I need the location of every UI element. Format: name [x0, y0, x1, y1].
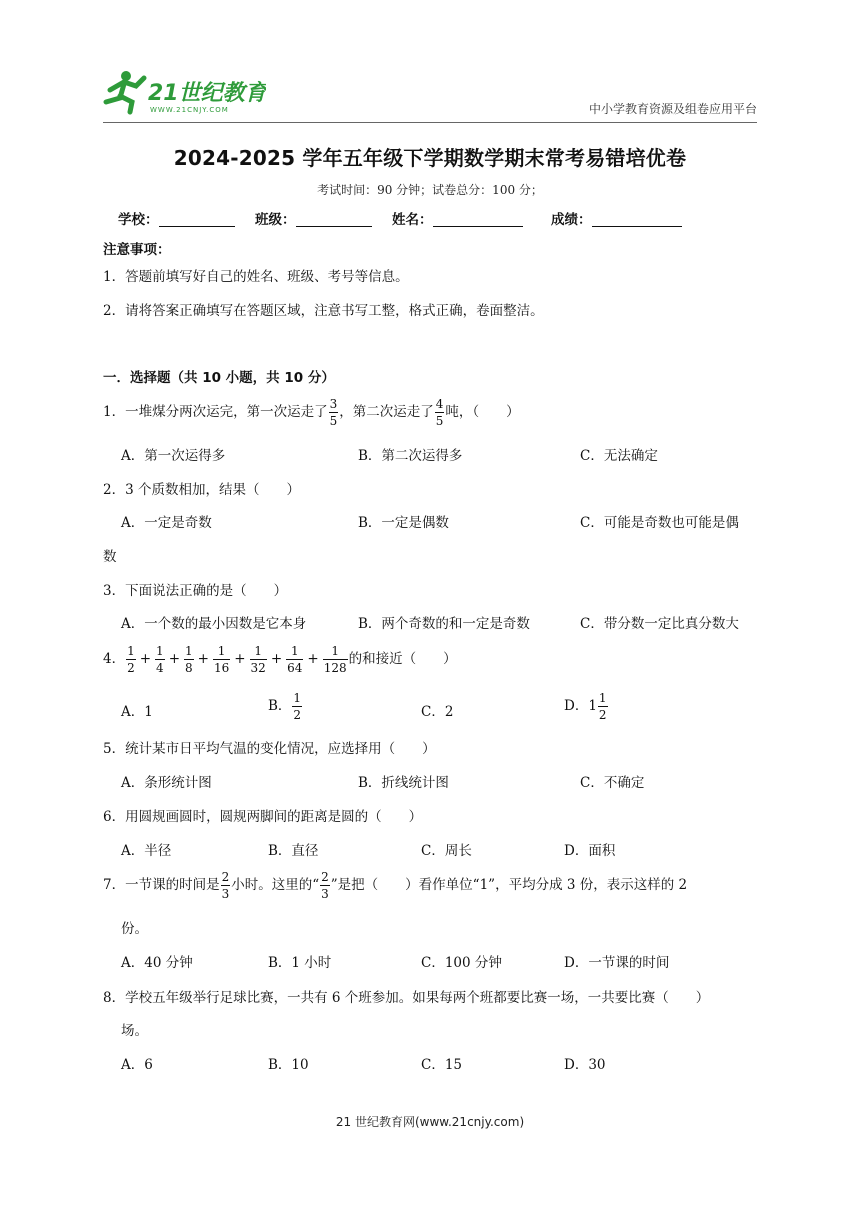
q8-option-d[interactable]: D．30: [564, 1057, 606, 1073]
question-4-text: 的和接近（ ）: [348, 651, 457, 667]
note-item-2: 2．请将答案正确填写在答题区域，注意书写工整，格式正确，卷面整洁。: [103, 303, 544, 319]
fraction-term: $\frac{1}{8}$: [185, 644, 193, 675]
fraction-sum: [125, 644, 349, 675]
option-label: D．1: [564, 698, 597, 714]
fraction: $\frac{4}{5}$: [435, 397, 444, 428]
plus-sign: +: [197, 651, 209, 667]
q6-option-d[interactable]: D．面积: [564, 843, 616, 859]
fraction: $\frac{1}{2}$: [293, 691, 302, 722]
page-footer: 21 世纪教育网(www.21cnjy.com): [335, 1115, 525, 1129]
svg-text:WWW.21CNJY.COM: WWW.21CNJY.COM: [150, 106, 229, 114]
plus-sign: +: [270, 651, 283, 667]
q8-option-a[interactable]: A．6: [121, 1057, 153, 1073]
q1-option-a[interactable]: A．第一次运得多: [121, 448, 226, 464]
note-item-1: 1．答题前填写好自己的姓名、班级、考号等信息。: [103, 269, 409, 285]
plus-sign: +: [168, 651, 180, 667]
plus-sign: +: [307, 651, 319, 667]
name-blank[interactable]: [433, 212, 523, 227]
q5-option-b[interactable]: B．折线统计图: [358, 775, 449, 791]
class-blank[interactable]: [296, 212, 372, 227]
q8-option-c[interactable]: C．15: [421, 1057, 463, 1073]
q5-option-c[interactable]: C．不确定: [580, 775, 645, 791]
platform-caption: 中小学教育资源及组卷应用平台: [588, 102, 757, 116]
q2-option-c[interactable]: C．可能是奇数也可能是偶: [580, 515, 739, 531]
score-field: [551, 208, 682, 228]
svg-text:21世纪教育: 21世纪教育: [148, 81, 266, 106]
question-4-number: 4．: [103, 651, 126, 667]
q3-option-a[interactable]: A．一个数的最小因数是它本身: [121, 616, 307, 632]
score-label: 成绩：: [551, 212, 592, 228]
q7-option-b[interactable]: B．1 小时: [268, 955, 332, 971]
question-7-text: 7．一节课的时间是: [103, 877, 220, 893]
q3-option-c[interactable]: C．带分数一定比真分数大: [580, 616, 739, 632]
question-7-text: ”是把（ ）看作单位“1”，平均分成 3 份，表示这样的 2: [330, 877, 688, 893]
q7-option-a[interactable]: A．40 分钟: [121, 955, 193, 971]
plus-sign: +: [234, 651, 246, 667]
q7-option-d[interactable]: D．一节课的时间: [564, 955, 670, 971]
section-heading: 一．选择题（共 10 小题，共 10 分）: [103, 370, 335, 386]
site-logo: [96, 68, 266, 116]
q6-option-c[interactable]: C．周长: [421, 843, 472, 859]
question-8: 8．学校五年级举行足球比赛，一共有 6 个班参加。如果每两个班都要比赛一场，一共要比赛（ ）: [103, 990, 710, 1006]
q7-option-c[interactable]: C．100 分钟: [421, 955, 502, 971]
question-8-wrap: 场。: [121, 1023, 148, 1039]
q2-option-c-wrap: 数: [103, 549, 117, 565]
school-blank[interactable]: [159, 212, 235, 227]
fraction-term: $\frac{1}{16}$: [213, 644, 230, 675]
name-label: 姓名：: [392, 212, 433, 228]
exam-title: 2024-2025 学年五年级下学期数学期末常考易错培优卷: [173, 146, 687, 170]
school-field: [118, 208, 235, 228]
fraction-term: $\frac{1}{64}$: [287, 644, 303, 675]
runner-logo-icon: [96, 68, 266, 116]
option-label: B．: [268, 698, 292, 714]
q8-option-b[interactable]: B．10: [268, 1057, 309, 1073]
q1-option-c[interactable]: C．无法确定: [580, 448, 658, 464]
question-7-text: 小时。这里的“: [231, 877, 320, 893]
q4-option-c[interactable]: C．2: [421, 704, 454, 720]
plus-sign: +: [139, 651, 152, 667]
q6-option-a[interactable]: A．半径: [121, 843, 172, 859]
question-5: 5．统计某市日平均气温的变化情况，应选择用（ ）: [103, 741, 436, 757]
question-1-text: 吨，（ ）: [445, 404, 520, 420]
fraction-term: $\frac{1}{4}$: [156, 644, 164, 675]
name-field: [392, 208, 523, 228]
q6-option-b[interactable]: B．直径: [268, 843, 319, 859]
score-blank[interactable]: [592, 212, 682, 227]
question-1: [103, 396, 520, 429]
notes-heading: 注意事项：: [103, 242, 171, 258]
q5-option-a[interactable]: A．条形统计图: [121, 775, 212, 791]
exam-subtitle: 考试时间：90 分钟；试卷总分：100 分；: [317, 183, 543, 197]
fraction: $\frac{2}{3}$: [221, 870, 230, 901]
question-1-text: 1．一堆煤分两次运完，第一次运走了: [103, 404, 328, 420]
question-4: [103, 643, 457, 676]
fraction-term: $\frac{1}{2}$: [127, 644, 135, 675]
question-3: 3．下面说法正确的是（ ）: [103, 583, 288, 599]
class-field: [255, 208, 372, 228]
fraction: $\frac{3}{5}$: [329, 397, 338, 428]
fraction-term: $\frac{1}{32}$: [250, 644, 266, 675]
question-6: 6．用圆规画圆时，圆规两脚间的距离是圆的（ ）: [103, 809, 423, 825]
question-2: 2．3 个质数相加，结果（ ）: [103, 482, 300, 498]
q4-option-a[interactable]: A．1: [121, 704, 153, 720]
class-label: 班级：: [255, 212, 296, 228]
q4-option-d[interactable]: [564, 690, 609, 723]
fraction-term: $\frac{1}{128}$: [323, 644, 347, 675]
q3-option-b[interactable]: B．两个奇数的和一定是奇数: [358, 616, 530, 632]
q2-option-b[interactable]: B．一定是偶数: [358, 515, 449, 531]
question-1-text: ，第二次运走了: [339, 404, 434, 420]
fraction: $\frac{1}{2}$: [598, 691, 607, 722]
q2-option-a[interactable]: A．一定是奇数: [121, 515, 212, 531]
q4-option-b[interactable]: [268, 690, 303, 723]
school-label: 学校：: [118, 212, 159, 228]
header-divider: [103, 122, 757, 123]
q1-option-b[interactable]: B．第二次运得多: [358, 448, 463, 464]
question-7: [103, 869, 687, 902]
question-7-wrap: 份。: [121, 921, 148, 937]
fraction: $\frac{2}{3}$: [321, 870, 329, 901]
